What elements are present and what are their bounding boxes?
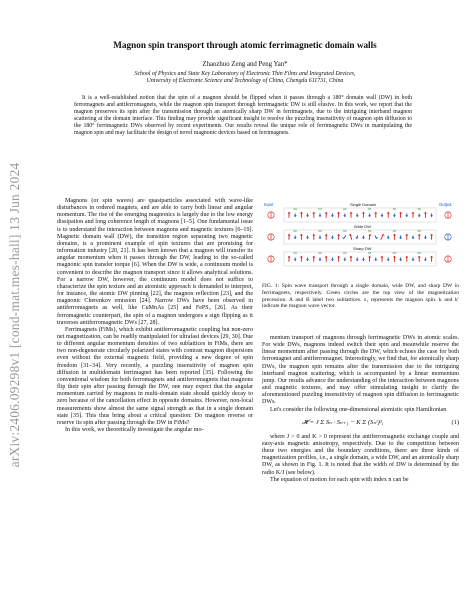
arxiv-stamp: arXiv:2406.09298v1 [cond-mat.mes-hall] 13 Jun 2024 (7, 162, 22, 468)
paragraph: The equation of motion for each spin with index n can be (270, 476, 409, 483)
paragraph: where J > 0 and K > 0 represent the antiferromagnetic exchange couple and easy-axis magnetic anisotropy, respectively. Due to the competition between these two energies and the boundary conditions, there are three kinds of magnetization profiles, i.e., a single domain, a wide DW, and an atomically sharp DW, as shown in Fig. 1. It is noted that the width of DW is determined by the radio K/J (see below). (262, 433, 459, 476)
paper-title: Magnon spin transport through atomic ferrimagnetic domain walls (113, 40, 377, 50)
affiliation-line: University of Electronic Science and Technology of China, Chengdu 611731, China (146, 78, 344, 85)
panel-title-wide: Wide DW (354, 224, 371, 229)
paragraph: In this work, we theoretically investigate the angular mo- (65, 427, 204, 433)
authors: Zhaozhuo Zeng and Peng Yan* (202, 61, 288, 68)
panel-title-sharp: Sharp DW (353, 246, 372, 251)
right-column (262, 335, 459, 484)
figure-caption: FIG. 1: Spin wave transport through a single domain, wide DW, and sharp DW in ferrimagnets, respectively. Green circles are the top view of the magnetization precession. A and B label two sublattices. s₁ represents the magnon spin. k and k′ indicate the magnon wave vector. (262, 283, 459, 310)
affiliation (40, 71, 450, 86)
paragraph: mentum transport of magnons through ferrimagnetic DWs in atomic scales. For wide DWs, magnons indeed switch their spin and meanwhile reserve the linear momentum after passing through the DW, which echoes the case for both ferromagnet and antiferromagnet. Interestingly, we find that, for atomically sharp DWs, the magnon spin remains after the transmission due to the intriguing interband magnon scattering, which is accompanied by a linear momentum jump. Our results advance the understanding of the interaction between magnons and magnetic textures, and may offer stimulating insight to clarify the aforementioned puzzling insensitivity of magnon spin diffusion to ferrimagnetic DWs. (262, 335, 459, 406)
output-label: Output (439, 202, 452, 207)
abstract (74, 95, 412, 138)
paragraph: Let's consider the following one-dimensional atomistic spin Hamiltonian (270, 406, 447, 413)
panel-title-single: Single Domain (350, 202, 377, 207)
paragraph: Magnons (or spin waves) are quasiparticles associated with wave-like disturbances in ordered magnets, and are able to carry both linear and angular momentum. The rise of the emerging magnonics is largely due to the low energy dissipation and long coherence length of magnons [1–5]. One fundamental issue is to understand the interaction between magnons and magnetic textures [6–19]. Magnetic domain wall (DW), the transition region separating two magnetic domains, is a prominent example of spin textures that are promising for information industry [20, 21]. It has been known that a magnon will transfer its angular momentum when it passes through the DW, leading to the so-called magnonic spin transfer torque [6]. When the DW is wide, a continuum model is convenient to describe the magnon transport since it allows analytical solutions. For a narrow DW, however, the continuum model does not suffice to characterize the spin texture and an atomistic approach is demanded to interpret, for instance, the atomic DW pinning [22], the magnon reflection [23], and the magnonic Cherenkov emission [24]. Narrow DWs have been observed in antiferromagnets as well, like CuMnAs [25] and FePS₃ [26]. As their ferromagnetic counterpart, the spin of a magnon undergoes a sign flipping as it traverses antiferromagnetic DWs [27, 28]. (57, 198, 253, 326)
equation-number: (1) (451, 418, 459, 426)
figure-1 (262, 200, 459, 275)
input-label: Input (264, 202, 274, 207)
equation-1 (262, 416, 459, 432)
equation-body: 𝓗 = J Σ Sₙ · Sₙ₊₁ − K Σ (Sₙᶻ)², (302, 418, 384, 426)
paragraph: Ferrimagnets (FiMs), which exhibit antiferromagnetic coupling but non-zero net magnetization, can be readily manipulated for ultrafast devices [29, 30]. Due to different angular momentum densities of two sublattices in FiMs, there are two non-degenerate circularly polarized states with contrast magnon dispersions even without the external magnetic field, providing a new degree of spin freedom [31–34]. Very recently, a puzzling insensitivity of magnon spin diffusion in multidomain ferrimagnet has been reported [35]. Following the conventional wisdom for both ferromagnets and antiferromagnets that magnons flip their spin after passing through the DW, one may expect that the angular momentum carried by magnons in multi-domain state should quickly decay to zero because of the cancellation effect in opposite domains. However, non-local measurements show almost the same signal strength as that in a single domain state [35]. This thus bring about a critical question: Do magnon reverse or reserve its spin after passing through the DW in FiMs? (57, 326, 253, 426)
left-column (57, 198, 253, 434)
affiliation-line: School of Physics and State Key Laboratory of Electronic Thin Films and Integrated Devices, (134, 71, 356, 77)
abstract-text: It is a well-established notion that the spin of a magnon should be flipped when it passes through a 180° domain wall (DW) in both ferromagnets and antiferromagnets, while the magnon spin transport through ferrimagnetic DW is still elusive. In this work, we report that the magnon preserves its spin after the transmission through an atomically sharp DW in ferrimagnets, due to the intriguing interband magnon scattering at the domain interface. This finding may provide significant insight to resolve the puzzling insensitivity of magnon spin diffusion to the 180° ferrimagnetic DWs observed by recent experiments. Our results reveal the unique role of ferrimagnetic DWs in manipulating the magnon spin and may facilitate the design of novel magnonic devices based on ferrimagnets. (74, 95, 412, 137)
